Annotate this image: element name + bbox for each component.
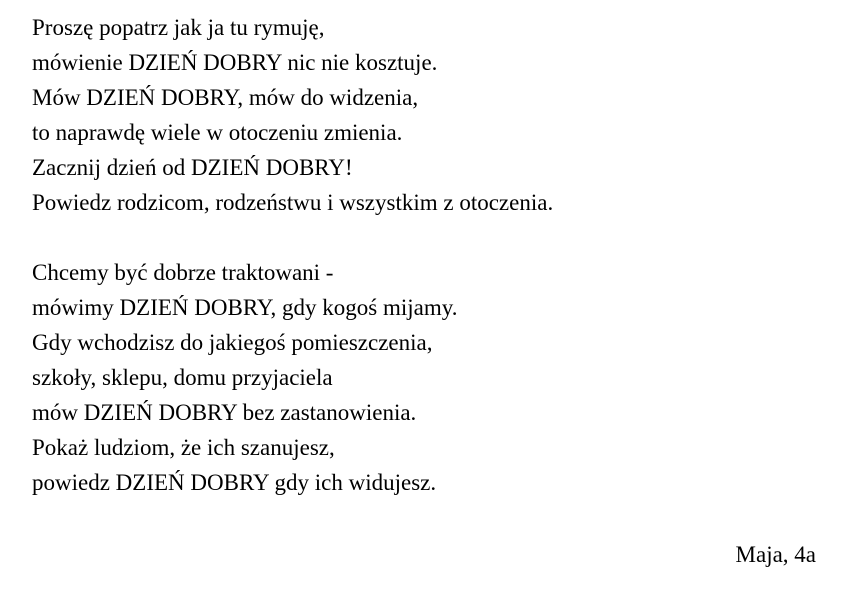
poem-line: Mów DZIEŃ DOBRY, mów do widzenia, — [32, 85, 419, 110]
poem-line: Proszę popatrz jak ja tu rymuję, — [32, 15, 325, 40]
poem-line: Gdy wchodzisz do jakiegoś pomieszczenia, — [32, 330, 433, 355]
poem-line: mówienie DZIEŃ DOBRY nic nie kosztuje. — [32, 50, 438, 75]
poem-line: Chcemy być dobrze traktowani - — [32, 260, 334, 285]
poem-line: mów DZIEŃ DOBRY bez zastanowienia. — [32, 400, 417, 425]
poem-line: powiedz DZIEŃ DOBRY gdy ich widujesz. — [32, 470, 437, 495]
poem-stanza-2 — [32, 255, 458, 500]
poem-line: mówimy DZIEŃ DOBRY, gdy kogoś mijamy. — [32, 295, 458, 320]
author-signature: Maja, 4a — [735, 542, 816, 567]
poem-line: szkoły, sklepu, domu przyjaciela — [32, 365, 333, 390]
poem-line: Zacznij dzień od DZIEŃ DOBRY! — [32, 155, 353, 180]
poem-line: Powiedz rodzicom, rodzeństwu i wszystkim z otoczenia. — [32, 190, 554, 215]
poem-line: Pokaż ludziom, że ich szanujesz, — [32, 435, 335, 460]
poem-stanza-1 — [32, 10, 553, 220]
poem-line: to naprawdę wiele w otoczeniu zmienia. — [32, 120, 403, 145]
